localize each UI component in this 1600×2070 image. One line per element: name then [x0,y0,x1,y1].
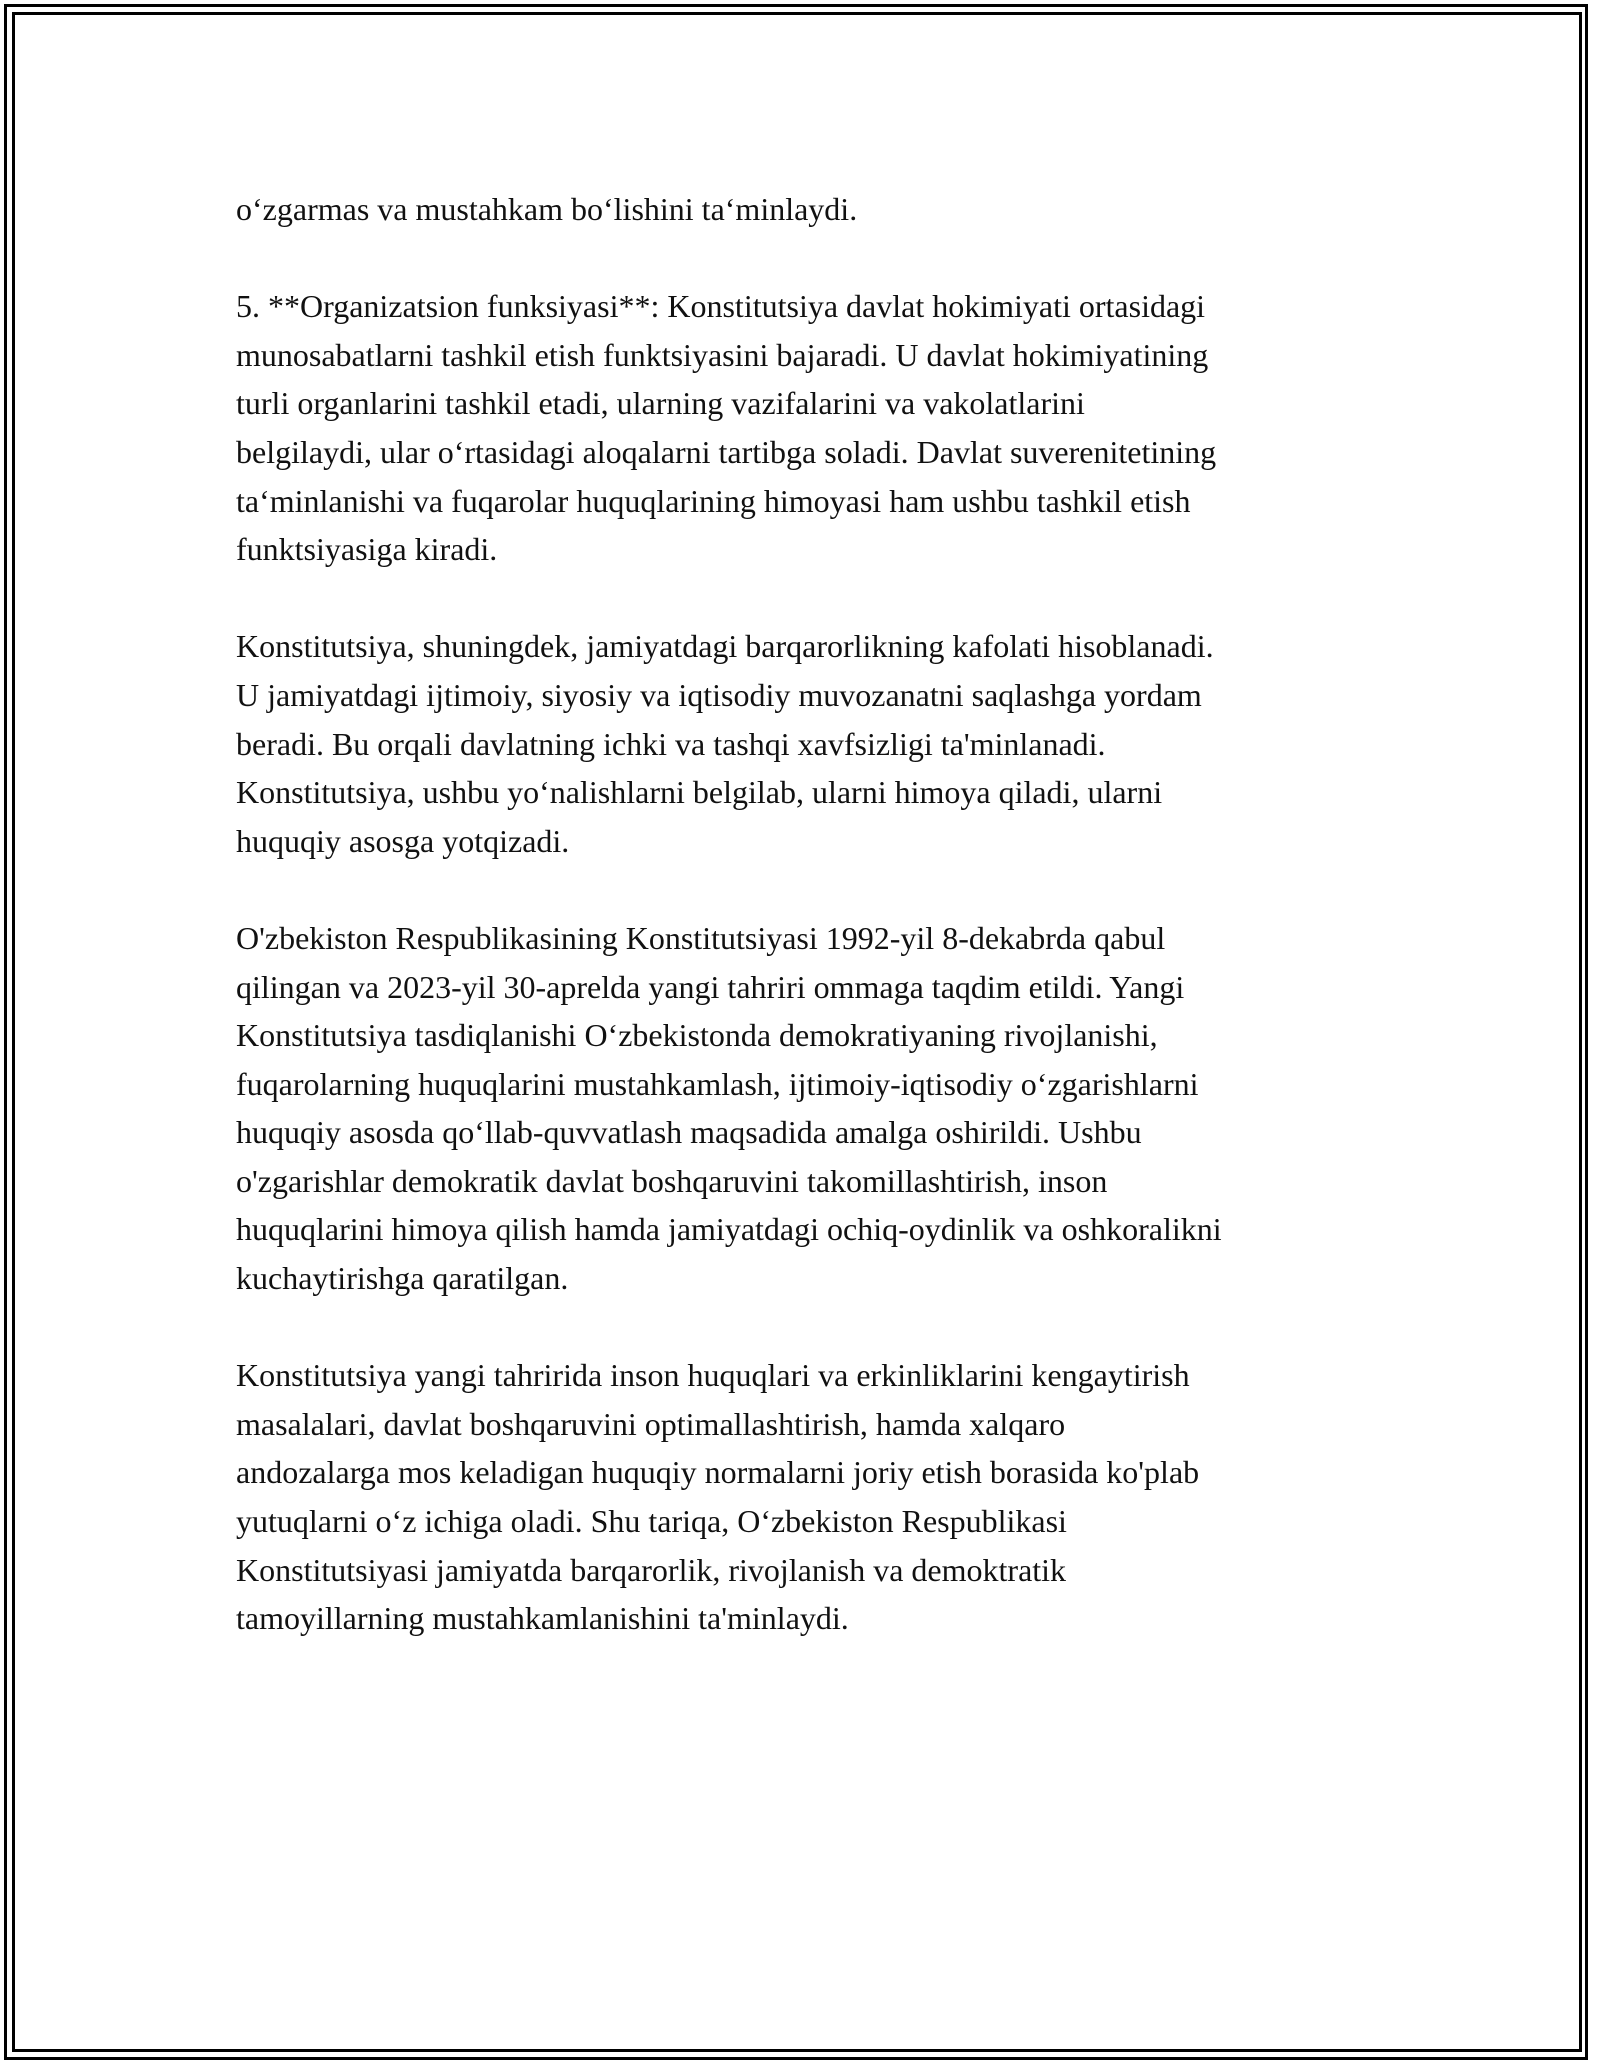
paragraph-organizational-function: 5. **Organizatsion funksiyasi**: Konstitutsiya davlat hokimiyati ortasidagi munosabatlarni tashkil etish funktsiyasini bajaradi. U davlat hokimiyatining turli organlarini tashkil etadi, ularning vazifalarini va vakolatlarini belgilaydi, ular o‘rtasidagi aloqalarni tartibga soladi. Davlat suverenitetining ta‘minlanishi va fuqarolar huquqlarining himoyasi ham ushbu tashkil etish funktsiyasiga kiradi. [236,288,1217,568]
paragraph-stability: Konstitutsiya, shuningdek, jamiyatdagi barqarorlikning kafolati hisoblanadi. U jamiyatdagi ijtimoiy, siyosiy va iqtisodiy muvozanatni saqlashga yordam beradi. Bu orqali davlatning ichki va tashqi xavfsizligi ta'minlanadi. Konstitutsiya, ushbu yo‘nalishlarni belgilab, ularni himoya qiladi, ularni huquqiy asosga yotqizadi. [236,628,1214,859]
paragraph-constitution-history: O'zbekiston Respublikasining Konstitutsiyasi 1992-yil 8-dekabrda qabul qilingan va 2023-yil 30-aprelda yangi tahriri ommaga taqdim etildi. Yangi Konstitutsiya tasdiqlanishi O‘zbekistonda demokratiyaning rivojlanishi, fuqarolarning huquqlarini mustahkamlash, ijtimoiy-iqtisodiy o‘zgarishlarni huquqiy asosda qo‘llab-quvvatlash maqsadida amalga oshirildi. Ushbu o'zgarishlar demokratik davlat boshqaruvini takomillashtirish, inson huquqlarini himoya qilish hamda jamiyatdagi ochiq-oydinlik va oshkoralikni kuchaytirishga qaratilgan. [236,919,1222,1297]
paragraph-continuation: o‘zgarmas va mustahkam bo‘lishini ta‘minlaydi. [236,191,858,227]
document-body [236,185,1386,1691]
paragraph-new-edition: Konstitutsiya yangi tahririda inson huquqlari va erkinliklarini kengaytirish masalalari, davlat boshqaruvini optimallashtirish, hamda xalqaro andozalarga mos keladigan huquqiy normalarni joriy etish borasida ko'plab yutuqlarni o‘z ichiga oladi. Shu tariqa, O‘zbekiston Respublikasi Konstitutsiyasi jamiyatda barqarorlik, rivojlanish va demoktratik tamoyillarning mustahkamlanishini ta'minlaydi. [236,1357,1200,1637]
